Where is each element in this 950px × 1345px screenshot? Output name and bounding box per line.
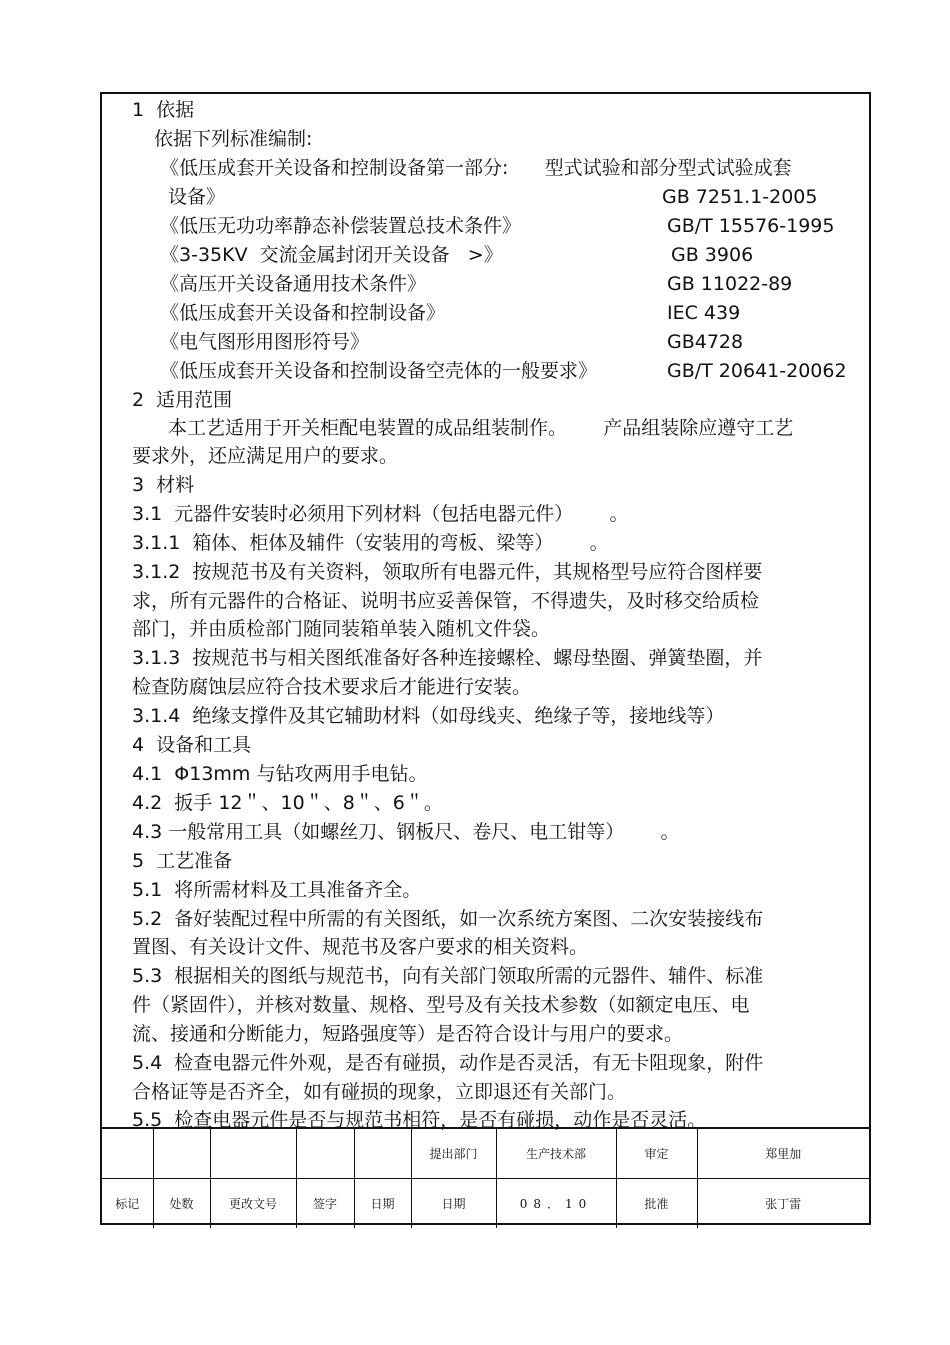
reviewer-name: 郑里加 [697, 1128, 869, 1179]
section-heading: 4 设备和工具 [132, 734, 252, 756]
table-cell [102, 1128, 153, 1179]
signoff-row [102, 1179, 869, 1229]
section-heading: 5 工艺准备 [132, 850, 233, 872]
standard-title: 《低压成套开关设备和控制设备》 [160, 302, 446, 324]
paragraph: 要求外，还应满足用户的要求。 [132, 445, 399, 467]
standard-code: GB 7251.1-2005 [662, 186, 818, 208]
paragraph: 4.3 一般常用工具（如螺丝刀、钢板尺、卷尺、电工钳等） 。 [132, 821, 680, 843]
paragraph: 流、接通和分断能力，短路强度等）是否符合设计与用户的要求。 [132, 1023, 684, 1045]
paragraph: 3.1.3 按规范书与相关图纸准备好各种连接螺栓、螺母垫圈、弹簧垫圈，并 [132, 647, 763, 669]
signature-label: 签字 [296, 1179, 354, 1229]
approval-label: 批准 [616, 1179, 697, 1229]
document-frame [100, 92, 871, 1225]
change-doc-label: 更改文号 [210, 1179, 296, 1229]
signoff-row [102, 1128, 869, 1179]
paragraph: 本工艺适用于开关柜配电装置的成品组装制作。 产品组装除应遵守工艺 [168, 417, 794, 439]
count-label: 处数 [153, 1179, 210, 1229]
paragraph: 4.1 Φ13mm 与钻攻两用手电钻。 [132, 763, 428, 785]
table-cell [153, 1128, 210, 1179]
paragraph: 5.5 检查电器元件是否与规范书相符，是否有碰损，动作是否灵活。 [132, 1109, 707, 1131]
standard-code: GB 3906 [671, 244, 754, 266]
paragraph: 5.4 检查电器元件外观，是否有碰损，动作是否灵活，有无卡阻现象，附件 [132, 1052, 764, 1074]
paragraph: 3.1.1 箱体、柜体及辅件（安装用的弯板、梁等） 。 [132, 532, 609, 554]
standard-title: 设备》 [168, 186, 226, 208]
table-cell [210, 1128, 296, 1179]
standard-title: 《低压成套开关设备和控制设备空壳体的一般要求》 [160, 360, 598, 382]
paragraph: 4.2 扳手 12＂、10＂、8＂、6＂。 [132, 792, 443, 814]
paragraph: 置图、有关设计文件、规范书及客户要求的相关资料。 [132, 936, 589, 958]
standard-title: 《3-35KV 交流金属封闭开关设备 >》 [160, 244, 503, 266]
review-label: 审定 [616, 1128, 697, 1179]
paragraph: 检查防腐蚀层应符合技术要求后才能进行安装。 [132, 676, 532, 698]
paragraph: 求，所有元器件的合格证、说明书应妥善保管，不得遗失，及时移交给质检 [132, 590, 760, 612]
table-cell [354, 1128, 411, 1179]
mark-label: 标记 [102, 1179, 153, 1229]
standard-code: GB 11022-89 [667, 273, 793, 295]
standard-title: 《低压无功功率静态补偿装置总技术条件》 [160, 215, 522, 237]
section-heading: 2 适用范围 [132, 389, 233, 411]
standard-code: GB/T 15576-1995 [667, 215, 835, 237]
proposing-dept-label: 提出部门 [411, 1128, 496, 1179]
paragraph: 3.1.2 按规范书及有关资料，领取所有电器元件，其规格型号应符合图样要 [132, 561, 763, 583]
paragraph: 部门，并由质检部门随同装箱单装入随机文件袋。 [132, 618, 551, 640]
standard-code: IEC 439 [667, 302, 741, 324]
standard-code: GB/T 20641-20062 [667, 360, 847, 382]
section-heading: 1 依据 [132, 99, 195, 121]
signoff-table [102, 1127, 869, 1228]
paragraph: 合格证等是否齐全，如有碰损的现象，立即退还有关部门。 [132, 1081, 627, 1103]
table-cell [296, 1128, 354, 1179]
paragraph: 5.3 根据相关的图纸与规范书，向有关部门领取所需的元器件、辅件、标准 [132, 965, 764, 987]
paragraph: 依据下列标准编制: [154, 128, 313, 150]
paragraph: 5.1 将所需材料及工具准备齐全。 [132, 879, 422, 901]
proposing-dept-value: 生产技术部 [496, 1128, 616, 1179]
paragraph: 3.1.4 绝缘支撑件及其它辅助材料（如母线夹、绝缘子等，接地线等） [132, 705, 725, 727]
paragraph: 5.2 备好装配过程中所需的有关图纸，如一次系统方案图、二次安装接线布 [132, 908, 764, 930]
date-value: 08．10 [496, 1179, 616, 1229]
standard-title: 《高压开关设备通用技术条件》 [160, 273, 427, 295]
standard-title: 《低压成套开关设备和控制设备第一部分: 型式试验和部分型式试验成套 [160, 157, 792, 179]
date-label: 日期 [411, 1179, 496, 1229]
approver-name: 张丁雷 [697, 1179, 869, 1229]
paragraph: 件（紧固件），并核对数量、规格、型号及有关技术参数（如额定电压、电 [132, 994, 750, 1016]
date-label: 日期 [354, 1179, 411, 1229]
paragraph: 3.1 元器件安装时必须用下列材料（包括电器元件） 。 [132, 503, 629, 525]
section-heading: 3 材料 [132, 474, 195, 496]
standard-title: 《电气图形用图形符号》 [160, 331, 370, 353]
standard-code: GB4728 [667, 331, 744, 353]
